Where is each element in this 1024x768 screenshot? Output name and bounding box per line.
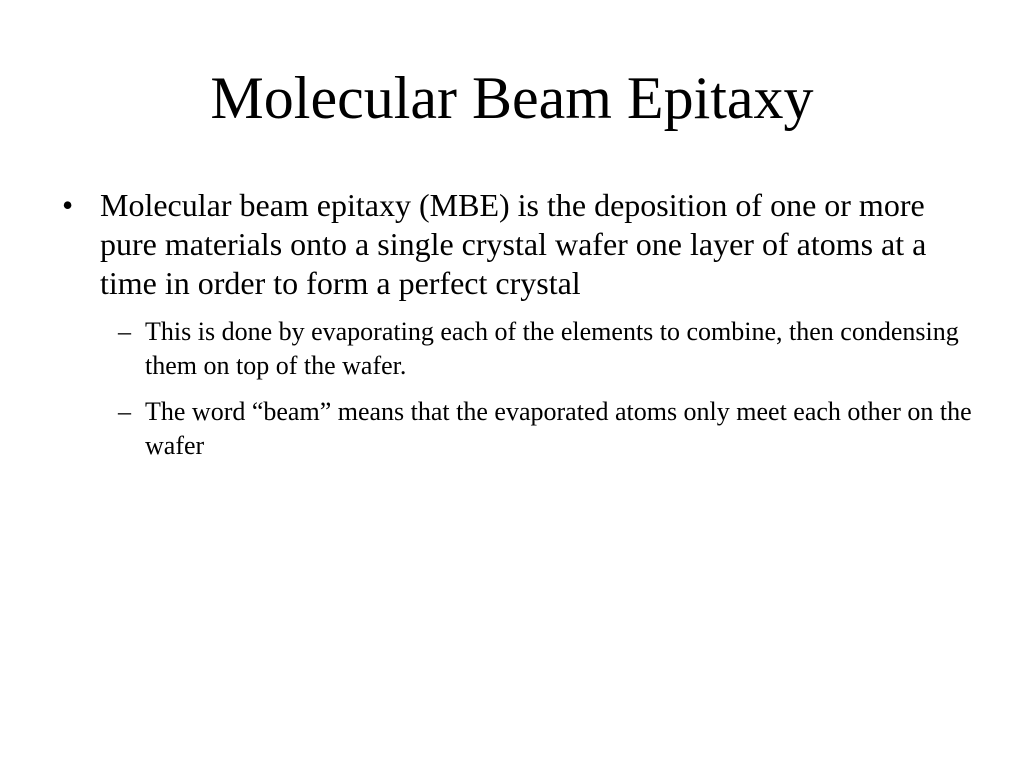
bullet-text: Molecular beam epitaxy (MBE) is the deposition of one or more pure materials onto a single crystal wafer one layer of atoms at a time in order to form a perfect crystal (100, 187, 927, 301)
sub-bullet-text: This is done by evaporating each of the elements to combine, then condensing them on top of the wafer. (145, 317, 959, 380)
bullet-marker: • (62, 187, 74, 223)
slide-title: Molecular Beam Epitaxy (210, 65, 814, 131)
sub-bullet-item (118, 315, 978, 383)
sub-bullet-item (118, 395, 978, 463)
sub-bullet-marker: – (118, 397, 131, 426)
sub-bullet-list (58, 315, 978, 463)
bullet-item (58, 186, 978, 303)
sub-bullet-marker: – (118, 317, 131, 346)
slide-content (58, 186, 978, 475)
sub-bullet-text: The word “beam” means that the evaporated atoms only meet each other on the wafer (145, 397, 972, 460)
